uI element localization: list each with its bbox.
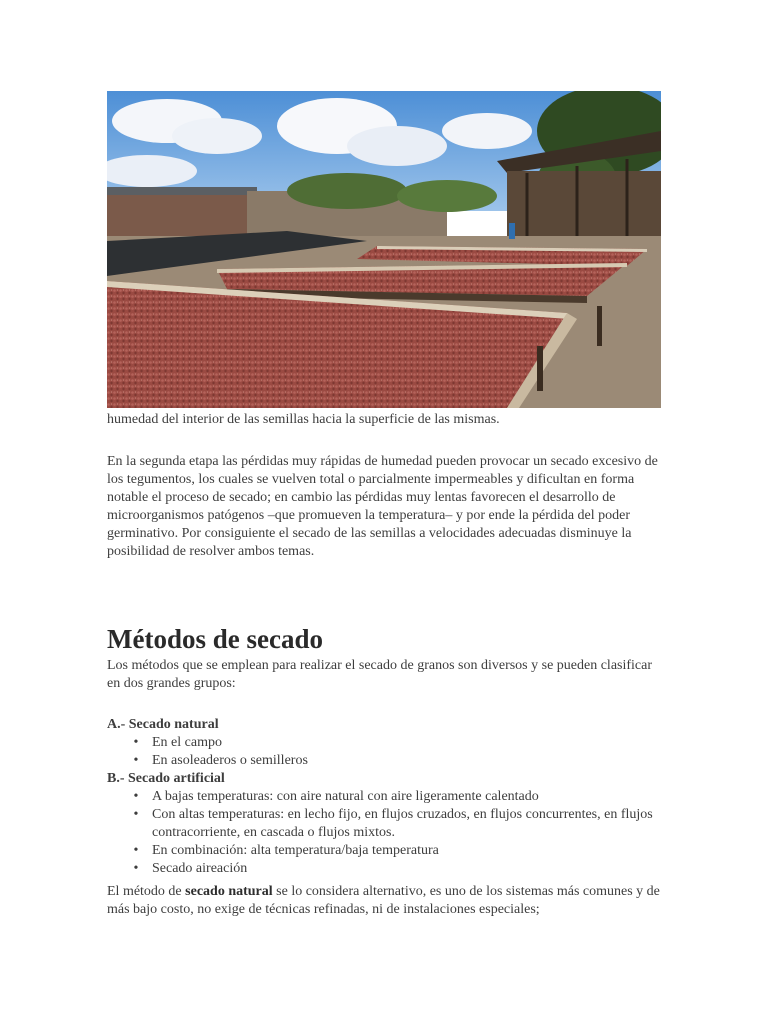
cocoa-drying-photo (107, 91, 661, 408)
paragraph-moisture-surface: humedad del interior de las semillas hacia la superficie de las mismas. (107, 412, 500, 427)
paragraph-second-stage: En la segunda etapa las pérdidas muy rápidas de humedad pueden provocar un secado excesivo de los tegumentos, los cuales se vuelven total o parcialmente impermeables y dificultan en forma notable el proceso de secado; en cambio las pérdidas muy lentas favorecen el desarrollo de microorganismos patógenos –que promueven la temperatura– y por ende la pérdida del poder germinativo. Por consiguiente el secado de las semillas a velocidades adecuadas disminuye la posibilidad de resolver ambos temas. (107, 454, 658, 559)
bullet-icon: • (133, 735, 139, 750)
list-item: • En el campo (107, 734, 667, 752)
bullet-icon: • (133, 807, 139, 822)
list-item: • Secado aireación (107, 860, 667, 878)
bullet-icon: • (133, 861, 139, 876)
paragraph-natural-drying: El método de secado natural se lo considera alternativo, es uno de los sistemas más comunes y de más bajo costo, no exige de técnicas refinadas, ni de instalaciones especiales; (107, 884, 660, 917)
list-item: • En asoleaderos o semilleros (107, 752, 667, 770)
bullet-icon: • (133, 753, 139, 768)
section-heading: Métodos de secado (107, 624, 323, 654)
group-a-list (107, 734, 667, 770)
list-item: • Con altas temperaturas: en lecho fijo, en flujos cruzados, en flujos concurrentes, en flujos contracorriente, en cascada o flujos mixtos. (107, 806, 667, 842)
list-item: • En combinación: alta temperatura/baja temperatura (107, 842, 667, 860)
bullet-icon: • (133, 843, 139, 858)
group-b-title: B.- Secado artificial (107, 771, 225, 786)
bullet-icon: • (133, 789, 139, 804)
bold-term: secado natural (185, 884, 273, 899)
methods-list (107, 716, 667, 878)
group-b-list (107, 788, 667, 878)
group-a-title: A.- Secado natural (107, 717, 219, 732)
list-item: • A bajas temperaturas: con aire natural con aire ligeramente calentado (107, 788, 667, 806)
paragraph-methods-intro: Los métodos que se emplean para realizar el secado de granos son diversos y se pueden clasificar en dos grandes grupos: (107, 658, 653, 691)
